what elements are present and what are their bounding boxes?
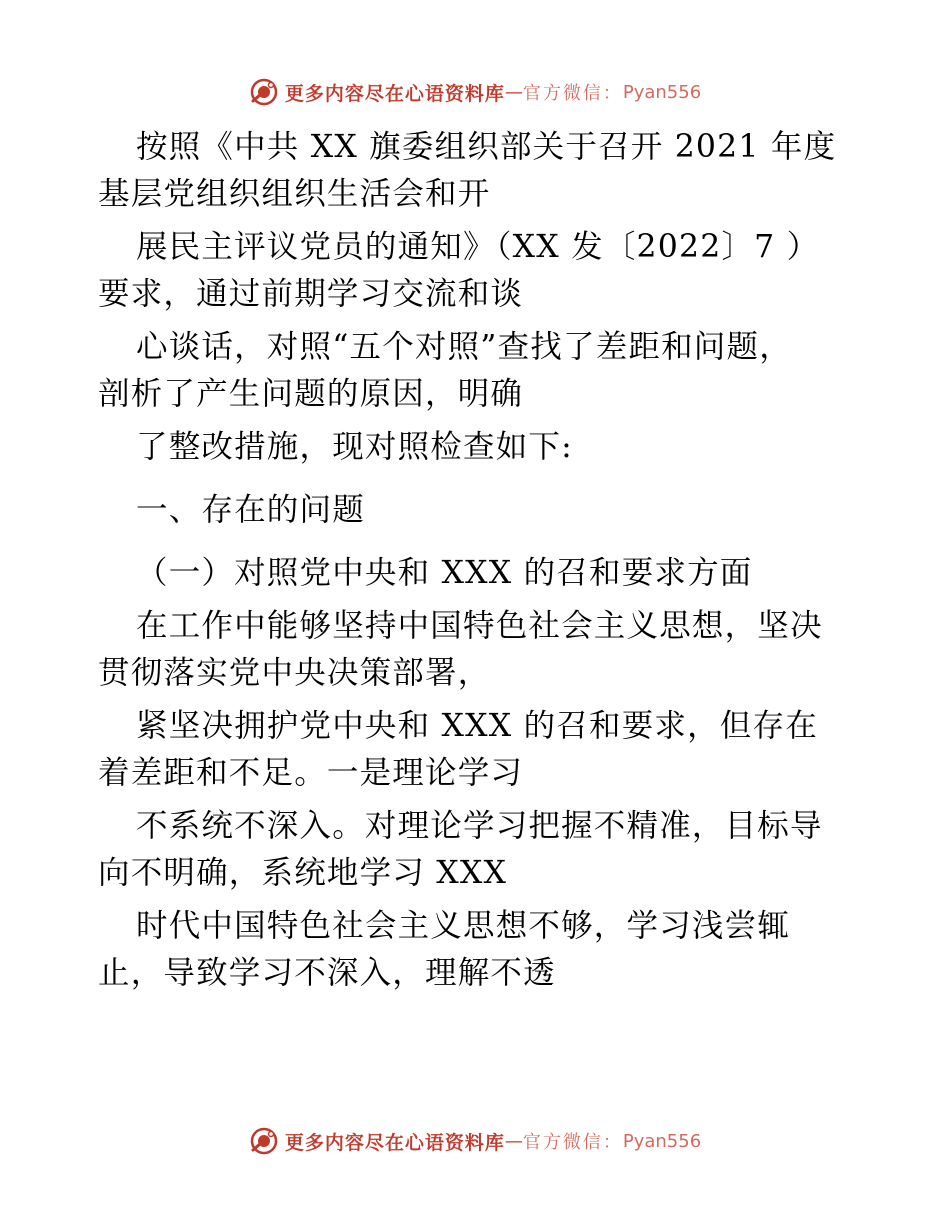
paragraph-line: 不系统不深入。对理论学习把握不精准，目标导 [136, 808, 823, 844]
watermark-wechat-label: 官方微信： [522, 83, 623, 104]
watermark-wechat-id: Pyan556 [622, 1130, 702, 1152]
paragraph-line: 展民主评议党员的通知》（XX 发〔2022〕7 ） [136, 229, 820, 265]
seal-logo-icon [249, 77, 279, 107]
footer-watermark [0, 1121, 950, 1161]
paragraph-line: 向不明确，系统地学习 XXX [98, 855, 508, 891]
paragraph-line: 紧坚决拥护党中央和 XXX 的召和要求，但存在 [136, 708, 818, 744]
paragraph-line: 剖析了产生问题的原因，明确 [98, 376, 524, 412]
section-heading: 一、存在的问题 [136, 492, 365, 528]
subsection-heading: （一）对照党中央和 XXX 的召和要求方面 [136, 555, 753, 591]
seal-logo-icon [249, 1126, 279, 1156]
paragraph-line: 贯彻落实党中央决策部署， [98, 655, 491, 691]
paragraph-line: 在工作中能够坚持中国特色社会主义思想，坚决 [136, 608, 823, 644]
header-watermark [0, 72, 950, 112]
watermark-wechat-label: 官方微信： [522, 1132, 623, 1153]
watermark-main-text: 更多内容尽在心语资料库 [284, 1131, 505, 1154]
paragraph-line: 着差距和不足。一是理论学习 [98, 755, 524, 791]
paragraph-line: 时代中国特色社会主义思想不够，学习浅尝辄 [136, 908, 791, 944]
paragraph-line: 按照《中共 XX 旗委组织部关于召开 2021 年度 [136, 129, 837, 165]
watermark-main-text: 更多内容尽在心语资料库 [284, 82, 505, 105]
paragraph-line: 心谈话，对照“五个对照”查找了差距和问题， [136, 329, 792, 365]
paragraph-line: 了整改措施，现对照检查如下: [136, 429, 573, 465]
paragraph-line: 止，导致学习不深入，理解不透 [98, 955, 556, 991]
watermark-wechat-id: Pyan556 [622, 81, 702, 103]
paragraph-line: 要求，通过前期学习交流和谈 [98, 276, 524, 312]
document-body [98, 124, 858, 997]
watermark-dash: — [504, 1130, 523, 1152]
paragraph-line: 基层党组织组织生活会和开 [98, 176, 491, 212]
watermark-dash: — [504, 81, 523, 103]
